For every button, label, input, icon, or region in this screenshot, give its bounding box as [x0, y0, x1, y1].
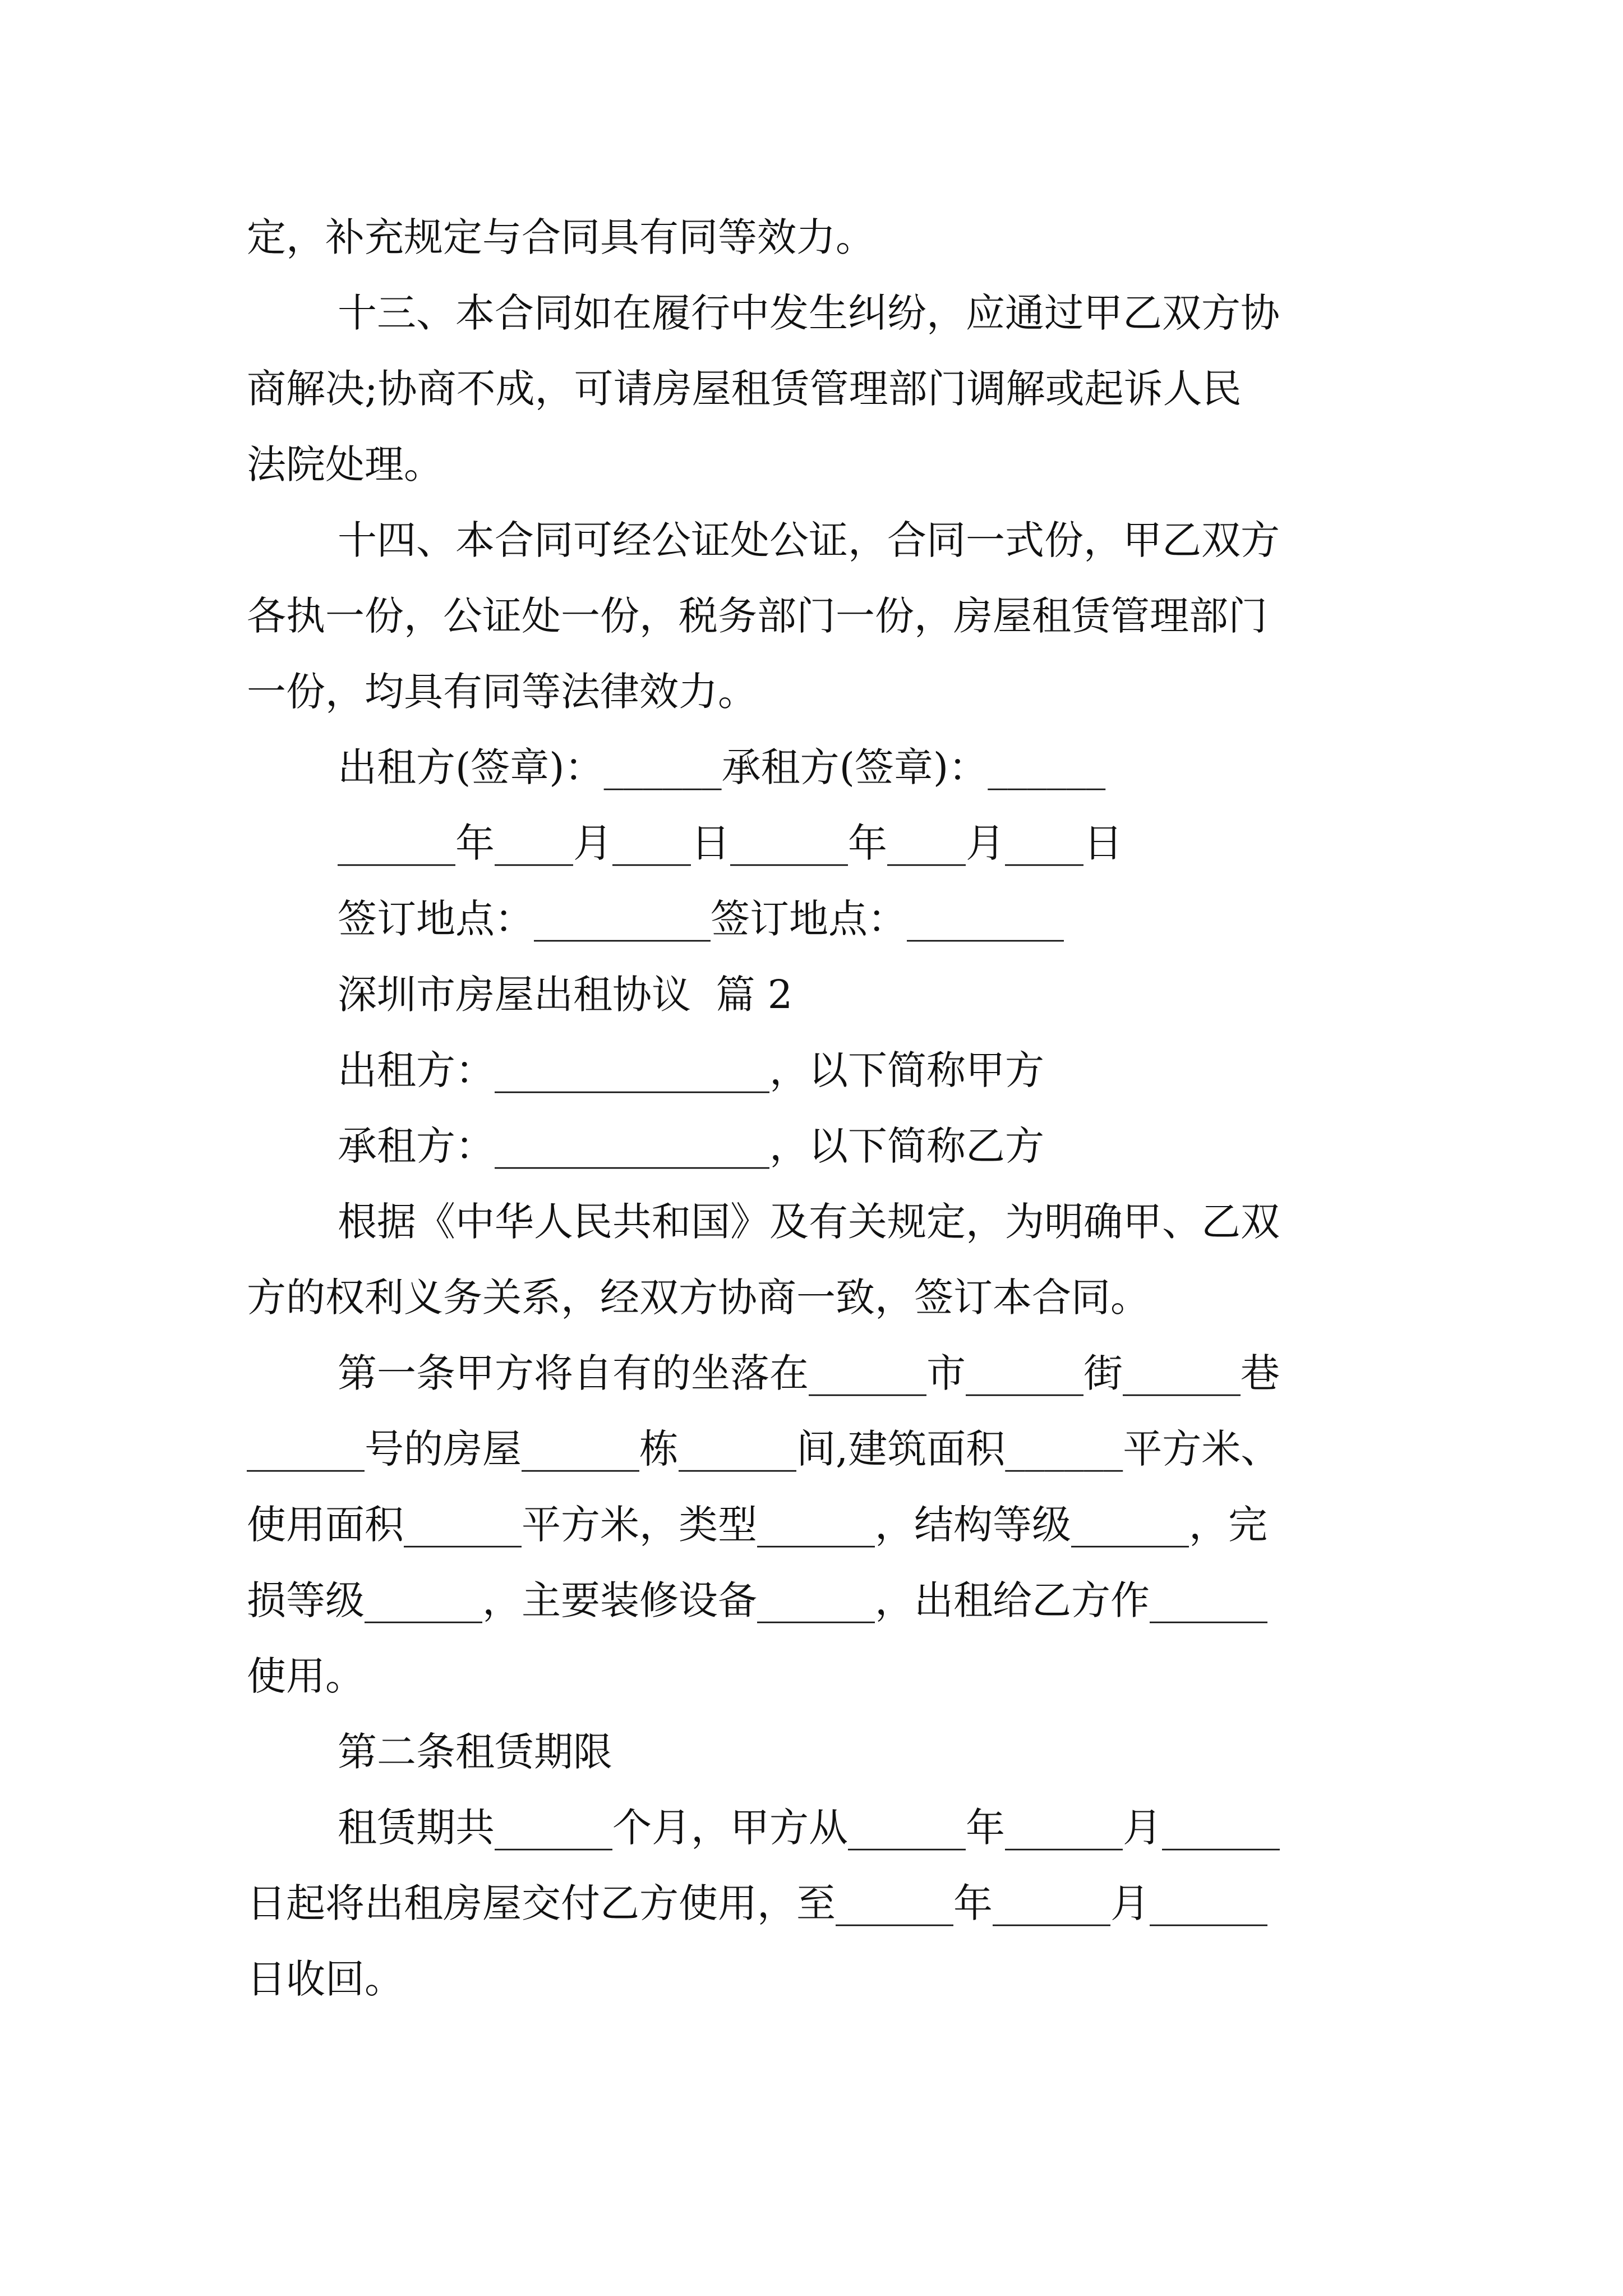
text-line: 日收回。: [247, 1956, 404, 2002]
text-line: 租赁期共______个月，甲方从______年______月______: [338, 1805, 1280, 1851]
text-line: 商解决;协商不成，可请房屋租赁管理部门调解或起诉人民: [247, 366, 1242, 412]
text-line: 法院处理。: [247, 441, 443, 487]
text-line: 根据《中华人民共和国》及有关规定，为明确甲、乙双: [338, 1199, 1280, 1245]
lessor-line: 出租方：______________，以下简称甲方: [338, 1047, 1044, 1093]
text-line: 各执一份，公证处一份，税务部门一份，房屋租赁管理部门: [247, 593, 1267, 639]
lessee-line: 承租方：______________，以下简称乙方: [338, 1123, 1044, 1169]
text-line: 损等级______，主要装修设备______，出租给乙方作______: [247, 1577, 1267, 1623]
date-line: ______年____月____日______年____月____日: [338, 820, 1123, 866]
text-line: 方的权利义务关系，经双方协商一致，签订本合同。: [247, 1274, 1150, 1320]
article-line: 第一条甲方将自有的坐落在______市______街______巷: [338, 1350, 1280, 1396]
text-line: 定，补充规定与合同具有同等效力。: [247, 214, 875, 260]
signing-place-line: 签订地点：_________签订地点：________: [338, 896, 1064, 942]
text-line: 十三、本合同如在履行中发生纠纷，应通过甲乙双方协: [338, 290, 1280, 336]
signature-line: 出租方(签章)：______承租方(签章)：______: [338, 744, 1106, 790]
text-line: 使用面积______平方米，类型______，结构等级______，完: [247, 1502, 1267, 1548]
text-line: ______号的房屋______栋______间,建筑面积______平方米、: [247, 1426, 1280, 1472]
section-heading: 深圳市房屋出租协议 篇 2: [338, 972, 793, 1018]
text-line: 使用。: [247, 1653, 365, 1699]
text-line: 日起将出租房屋交付乙方使用，至______年______月______: [247, 1880, 1267, 1926]
article-heading: 第二条租赁期限: [338, 1729, 612, 1775]
text-line: 十四、本合同可经公证处公证，合同一式份，甲乙双方: [338, 517, 1280, 563]
text-line: 一份，均具有同等法律效力。: [247, 669, 757, 715]
